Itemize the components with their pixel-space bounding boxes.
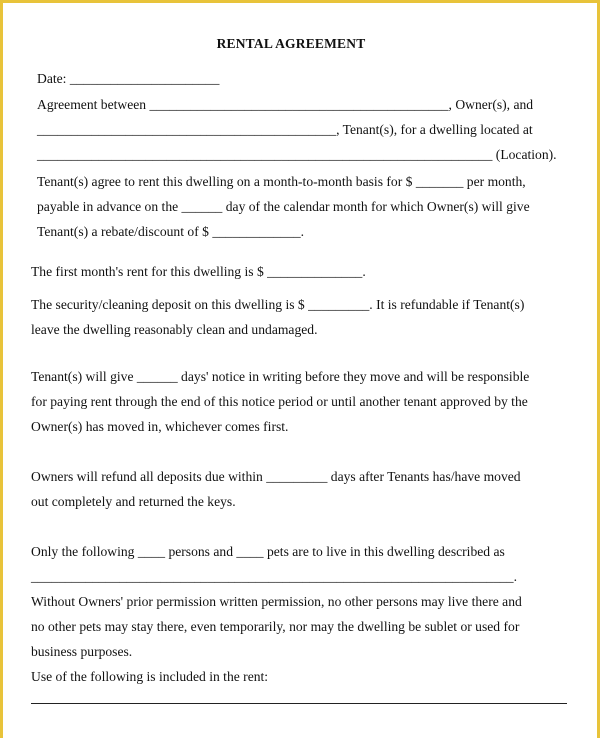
included-line: Use of the following is included in the rent: [31, 669, 269, 684]
permission-line-3: business purposes. [31, 644, 133, 659]
first-month-line: The first month's rent for this dwelling is $ ______________. [31, 264, 366, 279]
permission-line-1: Without Owners' prior permission written permission, no other persons may live there and [31, 594, 522, 609]
document-title: RENTAL AGREEMENT [216, 36, 366, 51]
notice-line-3: Owner(s) has moved in, whichever comes first. [31, 419, 289, 434]
agreement-line: Agreement between ____________________________________________, Owner(s), and [37, 97, 534, 112]
deposit-line-1: The security/cleaning deposit on this dwelling is $ _________. It is refundable if Tenant(s) [31, 297, 525, 312]
rent-line-3: Tenant(s) a rebate/discount of $ _____________. [37, 224, 305, 239]
permission-line-2: no other pets may stay there, even temporarily, nor may the dwelling be sublet or used for [31, 619, 520, 634]
tenant-line: ____________________________________________, Tenant(s), for a dwelling located at [37, 122, 533, 137]
occupants-line-1: Only the following ____ persons and ____ pets are to live in this dwelling described as [31, 544, 505, 559]
notice-line-2: for paying rent through the end of this notice period or until another tenant approved by the [31, 394, 528, 409]
rent-line-2: payable in advance on the ______ day of the calendar month for which Owner(s) will give [37, 199, 530, 214]
signature-rule [31, 703, 567, 704]
document-page [3, 3, 597, 738]
rent-line-1: Tenant(s) agree to rent this dwelling on a month-to-month basis for $ _______ per month, [37, 174, 526, 189]
date-line: Date: ______________________ [37, 71, 220, 86]
refund-line-2: out completely and returned the keys. [31, 494, 236, 509]
occupants-line-2: _______________________________________________________________________. [31, 569, 517, 584]
deposit-line-2: leave the dwelling reasonably clean and undamaged. [31, 322, 318, 337]
refund-line-1: Owners will refund all deposits due within _________ days after Tenants has/have moved [31, 469, 521, 484]
notice-line-1: Tenant(s) will give ______ days' notice in writing before they move and will be responsible [31, 369, 530, 384]
location-line: ___________________________________________________________________ (Location). [37, 147, 557, 162]
